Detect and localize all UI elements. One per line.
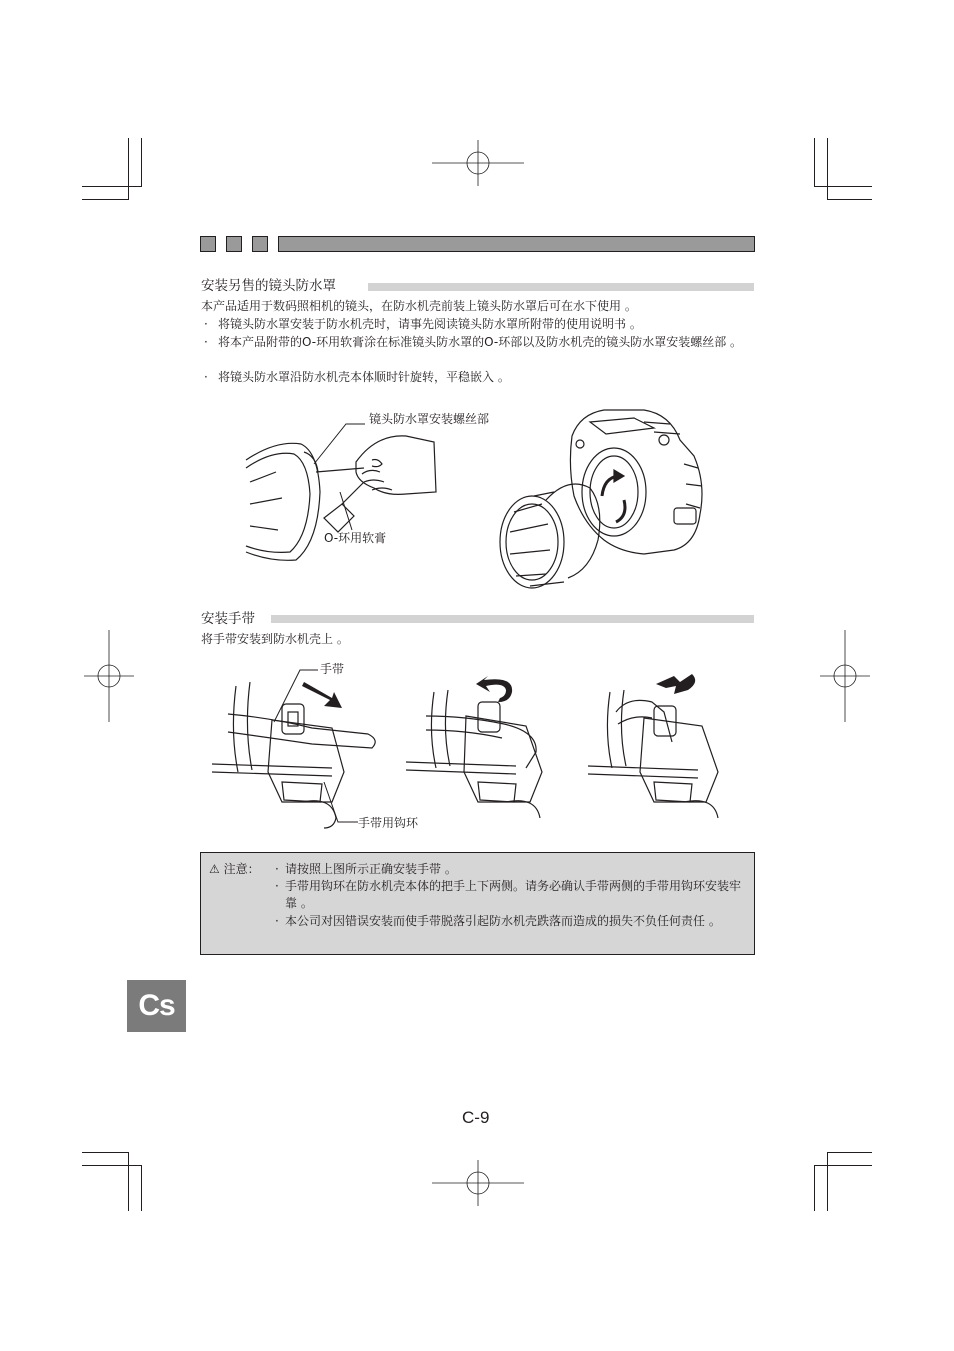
lens-intro-text: 本产品适用于数码照相机的镜头，在防水机壳前装上镜头防水罩后可在水下使用 。 bbox=[201, 299, 637, 313]
warning-triangle-icon: ⚠ bbox=[209, 862, 220, 876]
label-mount-thread: 镜头防水罩安装螺丝部 bbox=[369, 412, 490, 426]
lens-bullet-3: · 将镜头防水罩沿防水机壳本体顺时针旋转，平稳嵌入 。 bbox=[204, 370, 510, 384]
lens-bullet-2: · 将本产品附带的O-环用软膏涂在标准镜头防水罩的O-环部以及防水机壳的镜头防水罩安装螺丝部 。 bbox=[204, 335, 743, 349]
caution-box bbox=[200, 852, 755, 955]
label-strap: 手带 bbox=[320, 662, 345, 676]
label-strap-hook: 手带用钩环 bbox=[358, 816, 419, 830]
housing-with-lens-port-illustration bbox=[494, 404, 708, 600]
caution-item-2: · 手带用钩环在防水机壳本体的把手上下两侧。请务必确认手带两侧的手带用钩环安装牢靠 。 bbox=[275, 879, 742, 910]
registration-mark-left bbox=[84, 630, 134, 722]
page-number: C-9 bbox=[462, 1108, 490, 1127]
language-tab: Cs bbox=[127, 980, 186, 1032]
label-grease: O-环用软膏 bbox=[324, 531, 387, 545]
strap-step-2-illustration bbox=[406, 672, 556, 822]
section-title-strap: 安装手带 bbox=[201, 611, 255, 627]
label-leader-strap-hook bbox=[320, 780, 360, 826]
label-leader-grease bbox=[338, 490, 368, 532]
section-title-lens-port: 安装另售的镜头防水罩 bbox=[201, 278, 336, 294]
strap-intro-text: 将手带安装到防水机壳上 。 bbox=[201, 632, 349, 646]
caution-item-3: · 本公司对因错误安装而使手带脱落引起防水机壳跌落而造成的损失不负任何责任 。 bbox=[275, 914, 721, 928]
strap-step-3-illustration bbox=[588, 672, 738, 822]
lens-bullet-1: · 将镜头防水罩安装于防水机壳时，请事先阅读镜头防水罩所附带的使用说明书 。 bbox=[204, 317, 642, 331]
registration-mark-top bbox=[432, 140, 524, 186]
caution-heading: ⚠ 注意： bbox=[209, 862, 260, 876]
label-leader-mount-thread bbox=[310, 418, 370, 468]
registration-mark-bottom bbox=[432, 1160, 524, 1206]
section-rule bbox=[271, 615, 754, 623]
label-leader-strap bbox=[270, 666, 322, 726]
section-rule bbox=[368, 283, 754, 291]
registration-mark-right bbox=[820, 630, 870, 722]
caution-item-1: · 请按照上图所示正确安装手带 。 bbox=[275, 862, 457, 876]
